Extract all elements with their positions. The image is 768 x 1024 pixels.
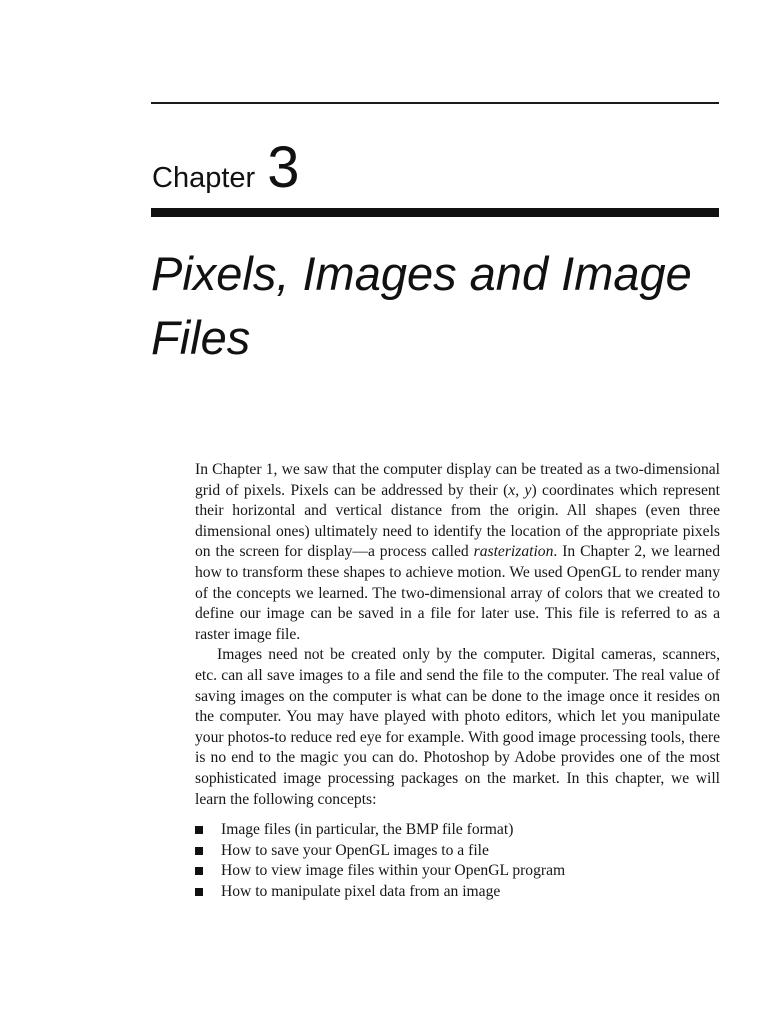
top-rule [151,102,719,104]
intro-text-middle: ) coordinates which represent their horizontal and vertical distance from the origin. All shapes (even three dimensional ones) ultimately need to identify the location of the appropriate pixels on the screen for display—a process called [195,481,720,561]
intro-text-start: In Chapter 1, we saw that the computer display can be treated as a two-dimensional grid of pixels. Pixels can be addressed by their ( [195,461,720,499]
coordinate-comma: , [515,481,525,499]
x-variable: x [508,481,516,499]
chapter-heading [152,135,300,200]
second-paragraph: Images need not be created only by the computer. Digital cameras, scanners, etc. can all save images to a file and send the file to the computer. The real value of saving images on the computer is what can be done to the image once it resides on the computer. You may have played with photo editors, which let you manipulate your photos-to reduce red eye for example. With good image processing tools, there is no end to the magic you can do. Photoshop by Adobe provides one of the most sophisticated image processing packages on the market. In this chapter, we will learn the following concepts: [195,646,720,808]
list-item [195,820,720,841]
heading-rule [151,208,719,217]
square-bullet-icon [195,888,203,896]
chapter-number: 3 [267,135,300,200]
y-variable: y [524,481,532,499]
chapter-label: Chapter [152,162,256,194]
list-item [195,861,720,882]
square-bullet-icon [195,867,203,875]
list-item [195,841,720,862]
list-item [195,882,720,903]
list-item-text: How to save your OpenGL images to a file [221,841,489,859]
chapter-body [195,460,720,902]
list-item-text: How to manipulate pixel data from an image [221,882,501,900]
intro-paragraph [195,460,720,645]
list-item-text: Image files (in particular, the BMP file format) [221,821,514,839]
rasterization-term: rasterization [473,543,554,561]
list-item-text: How to view image files within your OpenGL program [221,862,566,880]
chapter-title: Pixels, Images and Image Files [151,247,692,364]
concept-list [195,820,720,902]
square-bullet-icon [195,826,203,834]
square-bullet-icon [195,847,203,855]
intro-text-end: . In Chapter 2, we learned how to transform these shapes to achieve motion. We used OpenGL to render many of the concepts we learned. The two-dimensional array of colors that we created to define our image can be saved in a file for later use. This file is referred to as a raster image file. [195,543,720,643]
